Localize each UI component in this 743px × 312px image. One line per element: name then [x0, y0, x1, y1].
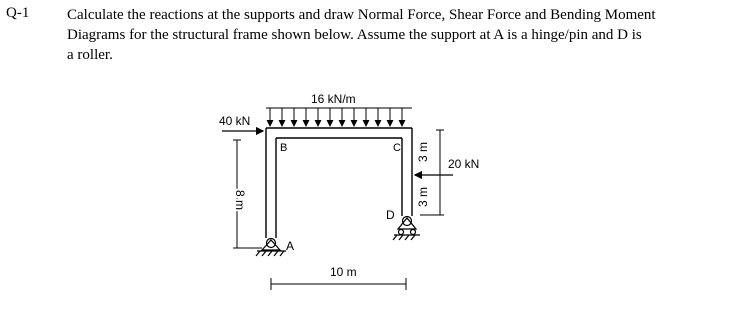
question-number: Q-1	[6, 5, 30, 21]
udl-arrows	[266, 108, 412, 126]
udl-label: 16 kN/m	[311, 92, 356, 106]
right-load-label: 20 kN	[448, 157, 480, 171]
upper-right-height-label: 3 m	[416, 141, 430, 163]
node-a-label: A	[286, 239, 295, 253]
span-dimension	[271, 278, 406, 290]
span-label: 10 m	[330, 265, 357, 279]
node-b-label: B	[280, 142, 288, 154]
left-load-label: 40 kN	[219, 114, 251, 128]
question-line-1: Calculate the reactions at the supports and draw Normal Force, Shear Force and Bending Moment	[67, 7, 656, 23]
question-line-2: Diagrams for the structural frame shown below. Assume the support at A is a hinge/pin and D is	[67, 27, 642, 43]
node-c-label: C	[393, 142, 401, 154]
node-d-label: D	[386, 208, 395, 222]
left-height-label: 8 m	[233, 189, 247, 211]
question-line-3: a roller.	[67, 47, 113, 63]
roller-support-d	[393, 217, 420, 241]
pin-support-a	[256, 239, 286, 257]
lower-right-height-label: 3 m	[416, 186, 430, 208]
